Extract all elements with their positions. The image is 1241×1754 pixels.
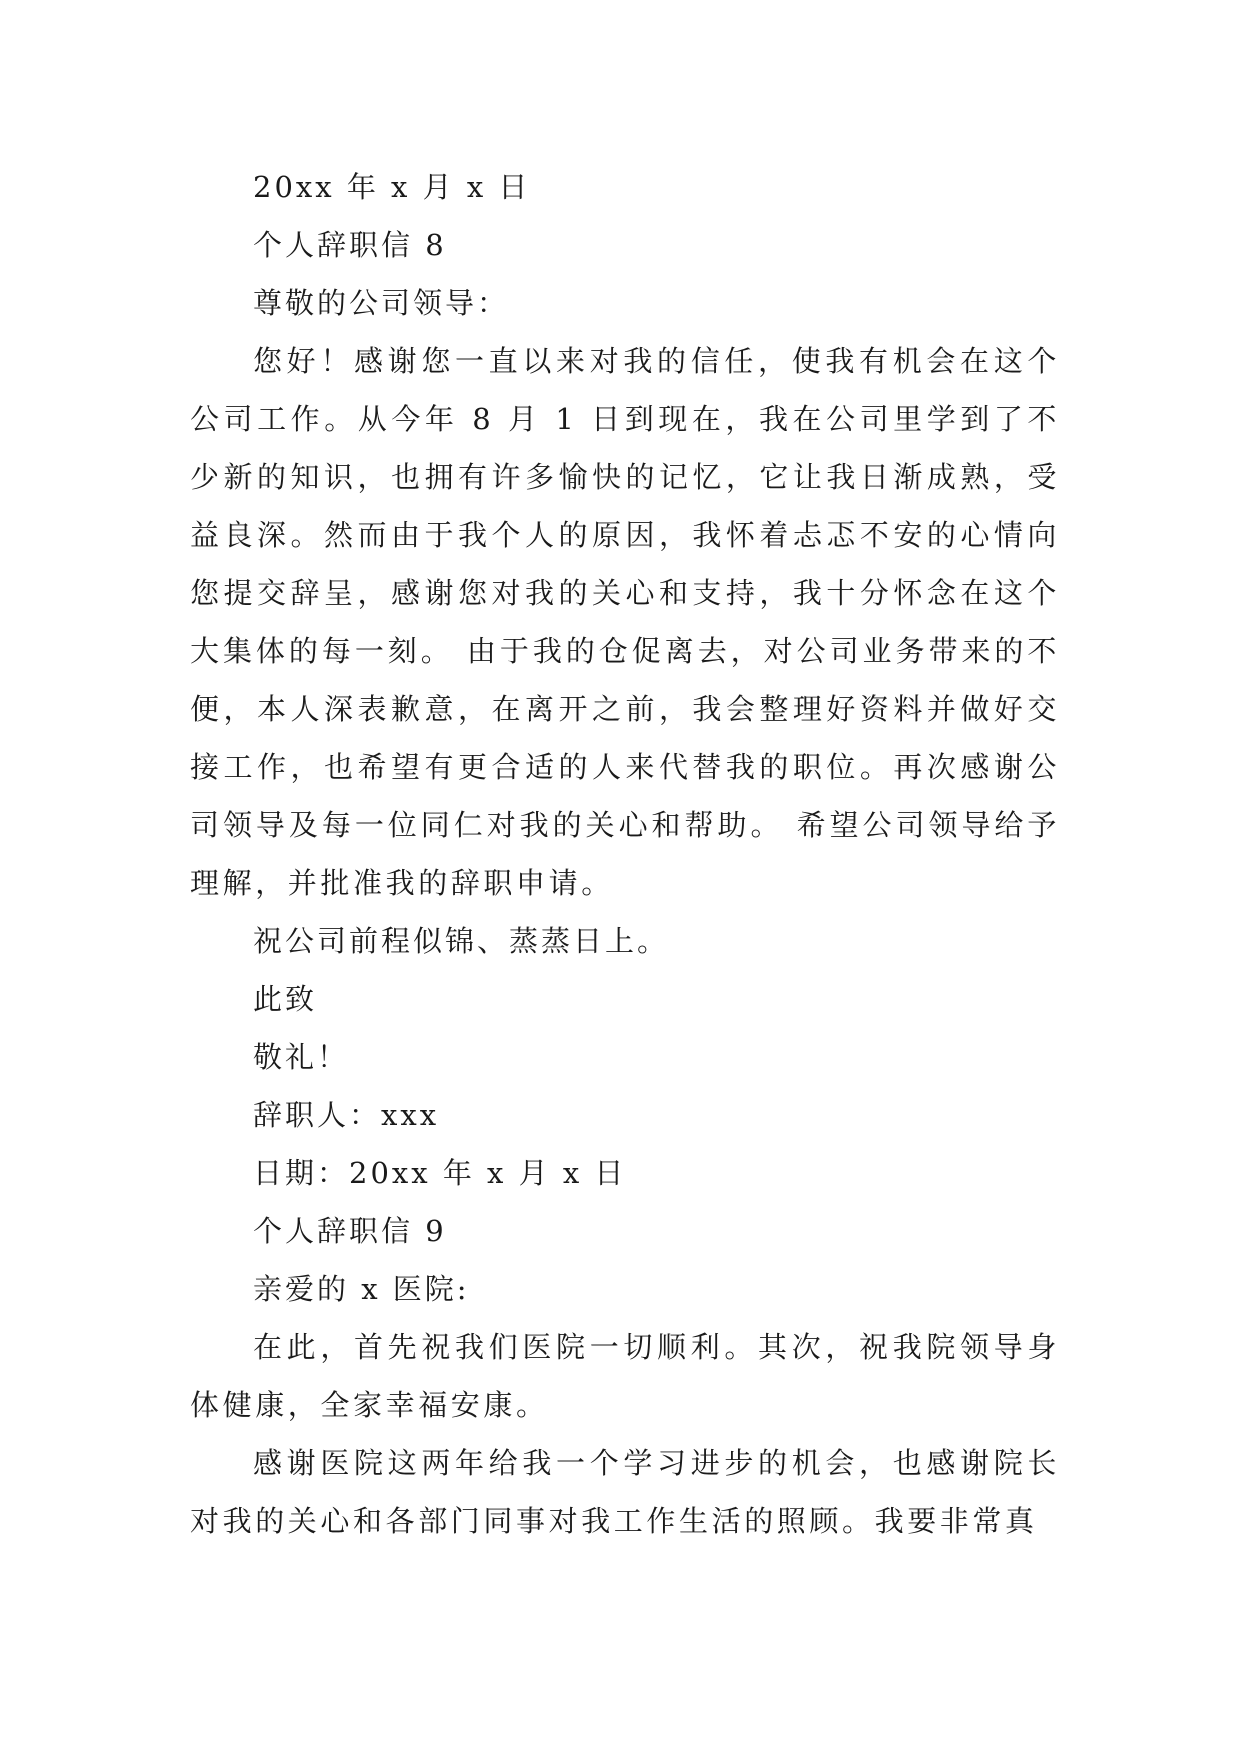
closing-line-2: 敬礼！ [253, 1040, 350, 1074]
letter-heading-8: 个人辞职信 8 [253, 228, 447, 262]
date-line: 20xx 年 x 月 x 日 [253, 170, 531, 204]
letter-body-8: 您好！感谢您一直以来对我的信任，使我有机会在这个公司工作。从今年 8 月 1 日到现在，我在公司里学到了不少新的知识，也拥有许多愉快的记忆，它让我日渐成熟，受益良深。然而由于我个人的原因，我怀着忐忑不安的心情向您提交辞呈，感谢您对我的关心和支持，我十分怀念在这个大集体的每一刻。 由于我的仓促离去，对公司业务带来的不便，本人深表歉意，在离开之前，我会整理好资料并做好交接工作，也希望有更合适的人来代替我的职位。再次感谢公司领导及每一位同仁对我的关心和帮助。 希望公司领导给予理解，并批准我的辞职申请。 [190, 344, 1060, 900]
signature-date-line: 日期：20xx 年 x 月 x 日 [253, 1156, 627, 1190]
closing-wish: 祝公司前程似锦、蒸蒸日上。 [253, 924, 670, 958]
salutation-9: 亲爱的 x 医院: [253, 1272, 470, 1306]
signer-line: 辞职人：xxx [253, 1098, 440, 1132]
letter-heading-9: 个人辞职信 9 [253, 1214, 447, 1248]
closing-line-1: 此致 [253, 982, 318, 1016]
document-content [190, 158, 1060, 1550]
salutation-8: 尊敬的公司领导： [253, 286, 510, 320]
letter-body-9-paragraph-2: 感谢医院这两年给我一个学习进步的机会，也感谢院长对我的关心和各部门同事对我工作生活的照顾。我要非常真 [190, 1446, 1060, 1538]
letter-body-9-paragraph-1: 在此，首先祝我们医院一切顺利。其次，祝我院领导身体健康，全家幸福安康。 [190, 1330, 1060, 1422]
